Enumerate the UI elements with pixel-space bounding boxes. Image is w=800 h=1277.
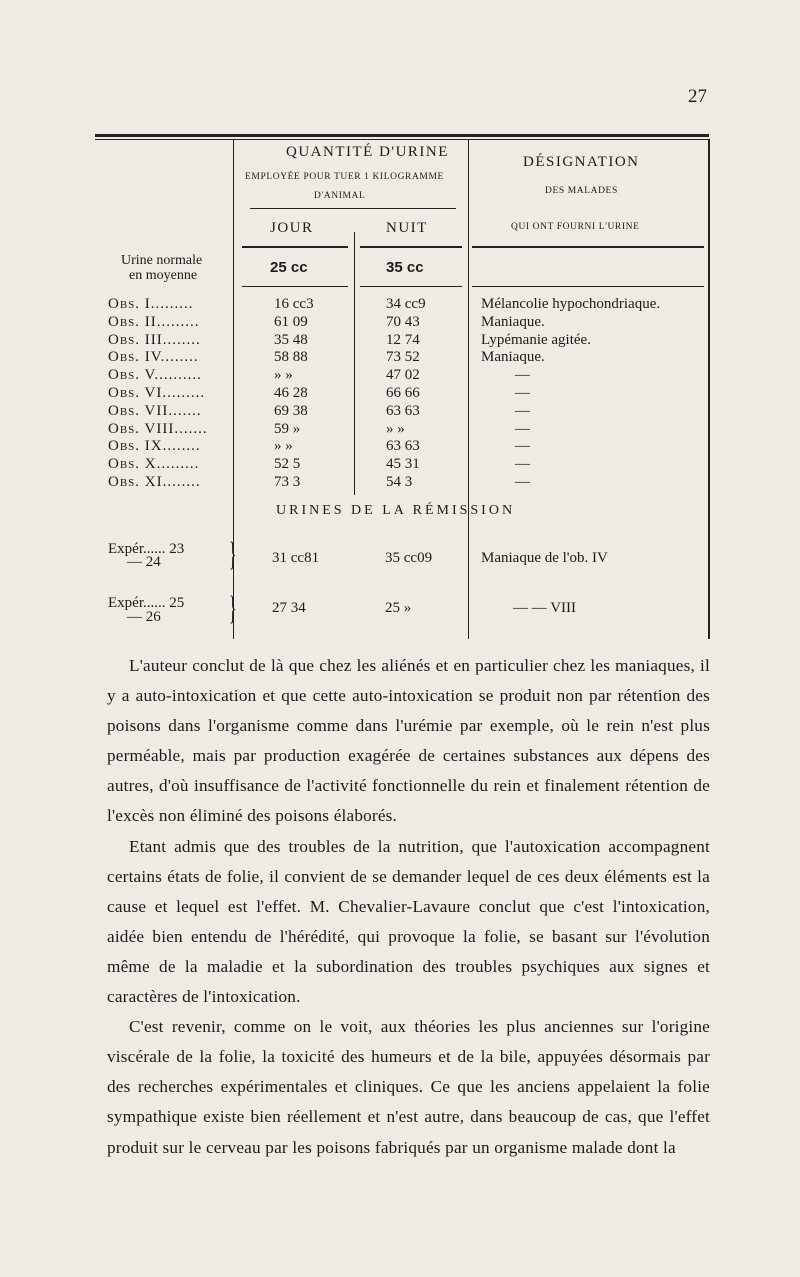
obs-designation: Maniaque.: [481, 349, 545, 366]
obs-label: Obs. VIII.......: [108, 420, 208, 437]
obs-designation: —: [515, 456, 530, 473]
obs-label: Obs. X.........: [108, 456, 200, 473]
obs-label: Obs. VII.......: [108, 402, 202, 419]
obs-jour: » »: [274, 438, 293, 455]
remission-nuit-1: 35 cc09: [385, 550, 433, 566]
paragraph-3: C'est revenir, comme on le voit, aux théories les plus anciennes sur l'origine viscérale de la folie, la toxicité des humeurs et de la bile, appuyées désormais par des recherches expérimentales et cliniques. Ce que les anciens appelaient la folie sympathique existe bien réellement et n'est autre, dans beaucoup de cas, que l'effet produit sur le cerveau par les poisons fabriqués par un organisme malade dont la: [107, 1017, 710, 1157]
obs-nuit: 34 cc9: [386, 296, 426, 312]
obs-nuit: 63 63: [386, 402, 420, 419]
obs-designation: —: [515, 402, 530, 419]
header-brace-line: [250, 208, 456, 209]
obs-label: Obs. IX........: [108, 438, 201, 455]
remission-brace-1: }: [229, 536, 237, 573]
remission-brace-2: }: [229, 590, 237, 627]
table-top-rule-thin: [95, 139, 709, 140]
obs-nuit: 45 31: [386, 456, 420, 473]
header-designation: DÉSIGNATION: [523, 154, 640, 170]
obs-nuit: » »: [386, 420, 405, 437]
obs-label: Obs. VI.........: [108, 385, 206, 401]
obs-label: Obs. I.........: [108, 296, 194, 312]
normal-row-rule-nuit: [360, 286, 462, 287]
obs-designation: —: [515, 367, 530, 384]
header-designation-sub2: QUI ONT FOURNI L'URINE: [511, 222, 640, 232]
header-designation-sub1: DES MALADES: [545, 186, 618, 196]
normal-jour: 25 cc: [270, 259, 308, 276]
obs-jour: 52 5: [274, 456, 301, 473]
paragraph-1: L'auteur conclut de là que chez les aliénés et en particulier chez les maniaques, il y a auto-intoxication et que cette auto-intoxication se produit non par rétention des poisons dans l'organisme comme dans l'urémie par exemple, où le rein n'est plus perméable, mais par production exagérée de certaines substances aux dépens des autres, d'où insuffisance de l'activité fonctionnelle du rein et finalement rétention de l'excès non éliminé des poisons élaborés.: [107, 656, 710, 826]
obs-label: Obs. III........: [108, 331, 201, 348]
obs-designation: —: [515, 438, 530, 455]
remission-label-2b: — 26: [127, 609, 161, 625]
obs-designation: Lypémanie agitée.: [481, 331, 591, 348]
header-jour: JOUR: [270, 220, 314, 236]
obs-nuit: 66 66: [386, 385, 420, 401]
remission-designation-1: Maniaque de l'ob. IV: [481, 550, 608, 566]
header-quantite-sub1: EMPLOYÉE POUR TUER 1 KILOGRAMME: [245, 172, 444, 182]
col-rule-right: [468, 139, 469, 639]
obs-nuit: 70 43: [386, 313, 420, 330]
section-remission: URINES DE LA RÉMISSION: [276, 503, 516, 518]
obs-designation: Maniaque.: [481, 313, 545, 330]
obs-jour: 61 09: [274, 313, 308, 330]
header-quantite: QUANTITÉ D'URINE: [286, 144, 449, 160]
obs-label: Obs. IV........: [108, 349, 199, 366]
header-quantite-sub2: D'ANIMAL: [314, 191, 366, 201]
normal-row-rule-desig: [472, 286, 704, 287]
obs-nuit: 73 52: [386, 349, 420, 366]
remission-designation-2: — — VIII: [513, 600, 577, 616]
obs-jour: 46 28: [274, 385, 308, 401]
obs-designation: Mélancolie hypochondriaque.: [481, 296, 661, 312]
obs-nuit: 47 02: [386, 367, 420, 384]
table-top-rule: [95, 134, 709, 137]
paragraph-2: Etant admis que des troubles de la nutrition, que l'autoxication accompagnent certains états de folie, il convient de se demander lequel de ces deux éléments est la cause et lequel est l'effet. M. Chevalier-Lavaure conclut que c'est l'intoxication, aidée bien entendu de l'hérédité, qui provoque la folie, se basant sur l'évolution même de la maladie et la subordination des troubles psychiques aux signes et caractères de l'intoxication.: [107, 836, 710, 1007]
normal-label-line2: en moyenne: [129, 268, 198, 283]
col-rule-edge: [708, 139, 710, 639]
obs-designation: —: [515, 420, 530, 437]
header-nuit: NUIT: [386, 220, 428, 236]
remission-label-1a: Expér...... 23: [108, 541, 185, 557]
obs-jour: 58 88: [274, 349, 308, 366]
obs-nuit: 12 74: [386, 331, 420, 348]
obs-label: Obs. V..........: [108, 367, 202, 384]
designation-underline: [472, 246, 704, 248]
col-rule-mid: [354, 232, 355, 495]
obs-jour: 16 cc3: [274, 296, 314, 312]
normal-nuit: 35 cc: [386, 259, 424, 276]
obs-label: Obs. XI........: [108, 474, 201, 490]
obs-designation: —: [515, 385, 530, 401]
remission-label-2a: Expér...... 25: [108, 595, 185, 611]
obs-jour: 35 48: [274, 331, 308, 348]
page-number: 27: [688, 86, 707, 107]
remission-nuit-2: 25 »: [385, 600, 412, 616]
nuit-underline: [360, 246, 462, 248]
obs-jour: 69 38: [274, 402, 308, 419]
remission-jour-1: 31 cc81: [272, 550, 320, 566]
jour-underline: [242, 246, 348, 248]
remission-jour-2: 27 34: [272, 600, 306, 616]
obs-label: Obs. II.........: [108, 313, 200, 330]
normal-row-rule-jour: [242, 286, 348, 287]
obs-designation: —: [515, 474, 530, 490]
obs-jour: » »: [274, 367, 293, 384]
obs-nuit: 54 3: [386, 474, 413, 490]
body-text: [107, 651, 710, 1163]
obs-jour: 59 »: [274, 420, 301, 437]
normal-label-line1: Urine normale: [121, 253, 203, 268]
remission-label-1b: — 24: [127, 554, 161, 570]
obs-jour: 73 3: [274, 474, 301, 490]
obs-nuit: 63 63: [386, 438, 420, 455]
